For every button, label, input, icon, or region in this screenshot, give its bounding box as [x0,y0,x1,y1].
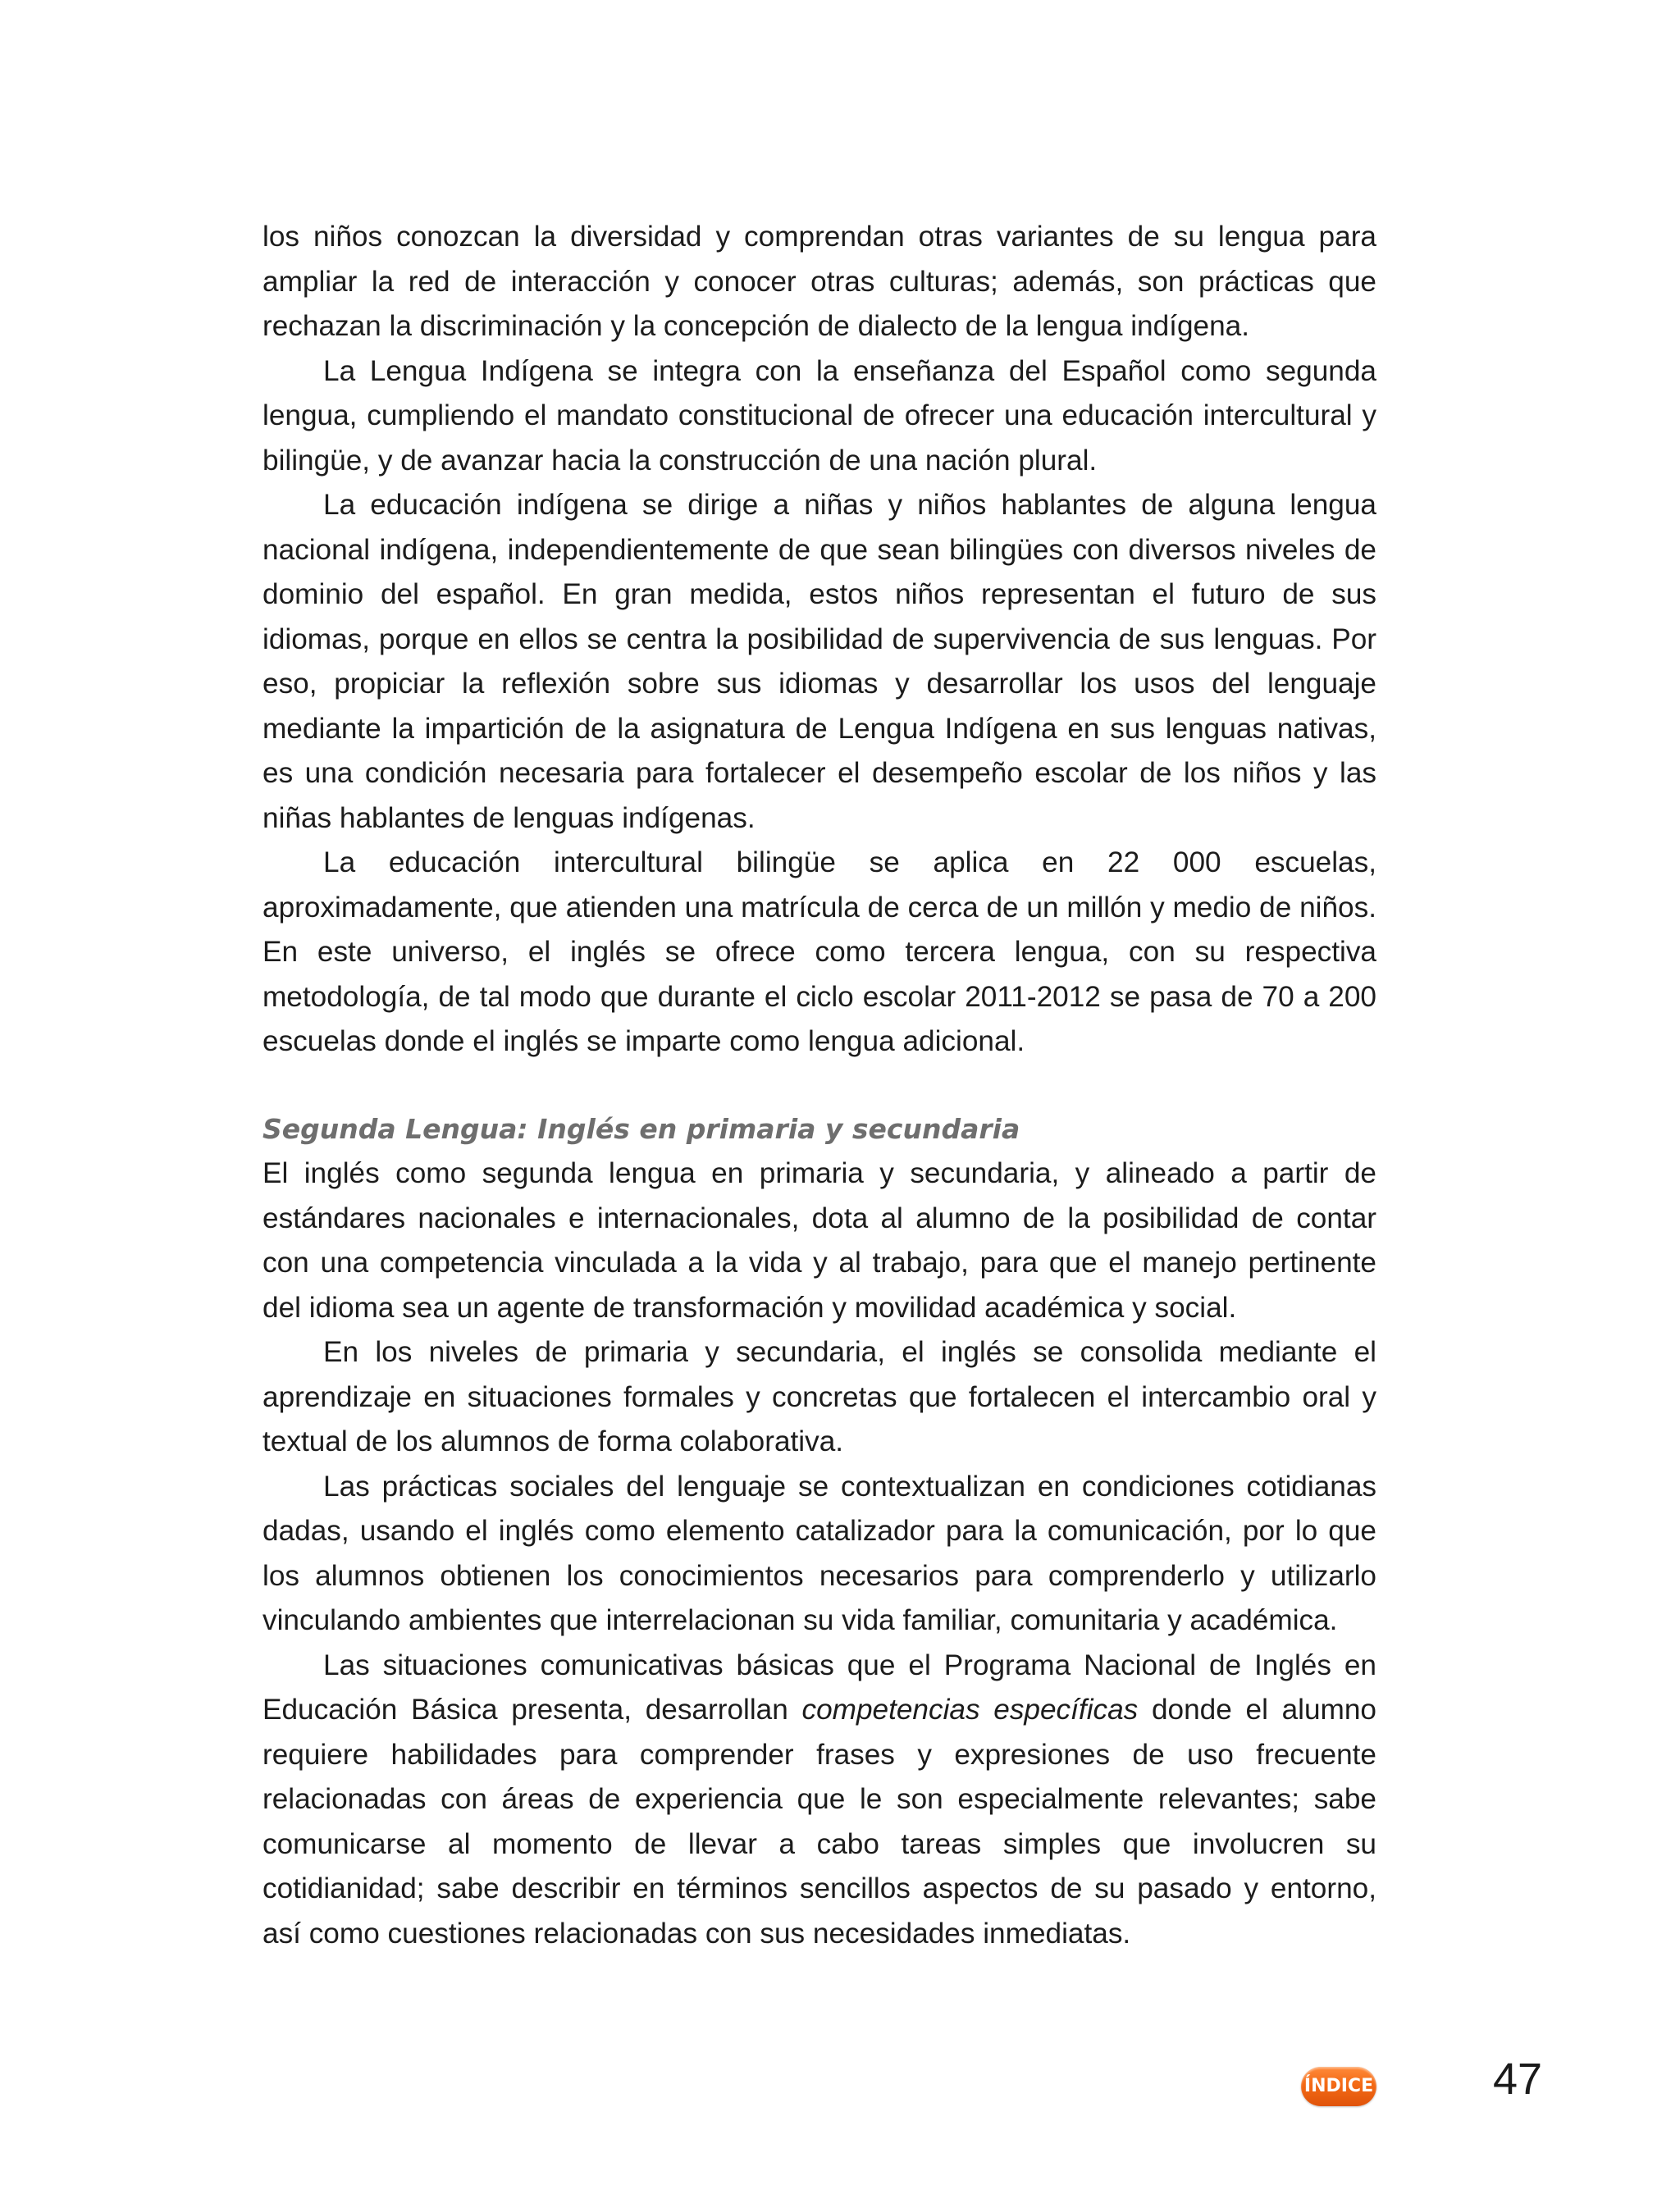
emphasis-text: competencias específicas [801,1694,1139,1726]
paragraph-niveles-primaria-secundaria: En los niveles de primaria y secundaria, el inglés se consolida mediante el aprendizaje en situaciones formales y concretas que fortalecen el intercambio oral y textual de los alumnos de forma colaborativa. [262,1336,1376,1457]
paragraph-text-end: donde el alumno requiere habilidades para comprender frases y expresiones de uso frecuente relacionadas con áreas de experiencia que le son especialmente relevantes; sabe comunicarse al momento de llevar a cabo tareas simples que involucren su cotidianidad; sabe describir en términos sencillos aspectos de su pasado y entorno, así como cuestiones relacionadas con sus necesidades inmediatas. [262,1694,1376,1950]
page-number: 47 [1493,2055,1543,2104]
paragraph-educacion-intercultural: La educación intercultural bilingüe se aplica en 22 000 escuelas, aproximadamente, que atienden una matrícula de cerca de un millón y medio de niños. En este universo, el inglés se ofrece como tercera lengua, con su respectiva metodología, de tal modo que durante el ciclo escolar 2011-2012 se pasa de 70 a 200 escuelas donde el inglés se imparte como lengua adicional. [262,846,1376,1057]
paragraph-lengua-indigena: La Lengua Indígena se integra con la enseñanza del Español como segunda lengua, cumpliendo el mandato constitucional de ofrecer una educación intercultural y bilingüe, y de avanzar hacia la construcción de una nación plural. [262,354,1376,477]
paragraph-situaciones-comunicativas [262,1644,1376,1957]
index-button[interactable]: ÍNDICE [1301,2067,1376,2106]
body-text [262,215,1376,1956]
paragraph-educacion-indigena: La educación indígena se dirige a niñas y niños hablantes de alguna lengua nacional indígena, independientemente de que sean bilingües con diversos niveles de dominio del español. En gran medida, estos niños representan el futuro de sus idiomas, porque en ellos se centra la posibilidad de supervivencia de sus lenguas. Por eso, propiciar la reflexión sobre sus idiomas y desarrollar los usos del lenguaje mediante la impartición de la asignatura de Lengua Indígena en sus lenguas nativas, es una condición necesaria para fortalecer el desempeño escolar de los niños y las niñas hablantes de lenguas indígenas. [262,489,1376,834]
paragraph-practicas-sociales: Las prácticas sociales del lenguaje se contextualizan en condiciones cotidianas dadas, usando el inglés como elemento catalizador para la comunicación, por lo que los alumnos obtienen los conocimientos necesarios para comprenderlo y utilizarlo vinculando ambientes que interrelacionan su vida familiar, comunitaria y académica. [262,1470,1376,1636]
paragraph-text-start: Las situaciones comunicativas básicas que el Programa Nacional de Inglés en Educación Básica presenta, desarrollan [262,1649,1376,1726]
paragraph-ingles-segunda-lengua: El inglés como segunda lengua en primaria y secundaria, y alineado a partir de estándares nacionales e internacionales, dota al alumno de la posibilidad de contar con una competencia vinculada a la vida y al trabajo, para que el manejo pertinente del idioma sea un agente de transformación y movilidad académica y social. [262,1157,1376,1324]
paragraph-continuation: los niños conozcan la diversidad y comprendan otras variantes de su lengua para ampliar la red de interacción y conocer otras culturas; además, son prácticas que rechazan la discriminación y la concepción de dialecto de la lengua indígena. [262,221,1376,342]
section-heading: Segunda Lengua: Inglés en primaria y secundaria [262,1112,1020,1145]
